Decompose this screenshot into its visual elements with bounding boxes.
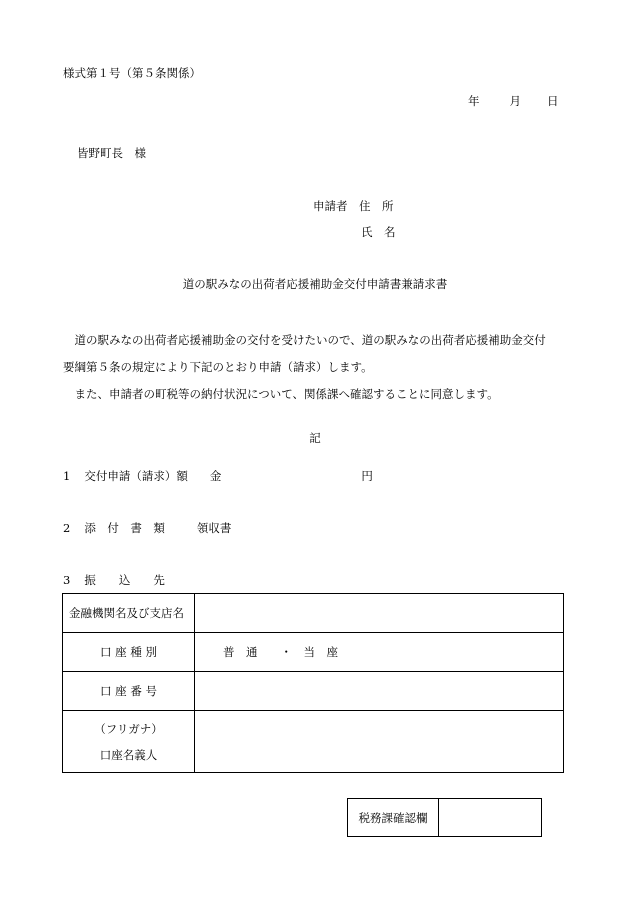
item-3-number: 3	[63, 573, 71, 587]
bank-name-label: 金融機関名及び支店名	[63, 594, 195, 633]
body-paragraph-2: また、申請者の町税等の納付状況について、関係課へ確認することに同意します。	[74, 387, 499, 401]
body-paragraph-1-line-1: 道の駅みなの出荷者応援補助金の交付を受けたいので、道の駅みなの出荷者応援補助金交付	[74, 333, 546, 347]
holder-label: 口座名義人	[99, 747, 158, 762]
table-row	[63, 594, 564, 633]
item-2-number: 2	[63, 521, 71, 535]
tax-confirmation-label: 税務課確認欄	[348, 799, 439, 837]
account-type-field[interactable]: 普 通 ・ 当 座	[195, 633, 564, 672]
table-row	[63, 672, 564, 711]
item-1-currency[interactable]: 金	[209, 469, 222, 483]
item-2-attachments	[63, 523, 231, 535]
item-3-label: 振 込 先	[84, 573, 165, 587]
date-day: 日	[547, 94, 559, 108]
table-row	[63, 711, 564, 773]
date-month: 月	[509, 94, 521, 108]
applicant-address-label: 申請者 住 所	[313, 199, 394, 213]
ki-heading: 記	[309, 431, 321, 445]
item-3-transfer-destination	[63, 575, 165, 587]
document-title: 道の駅みなの出荷者応援補助金交付申請書兼請求書	[182, 277, 448, 291]
body-paragraph-1-line-2: 要綱第５条の規定により下記のとおり申請（請求）します。	[63, 360, 373, 374]
account-number-field[interactable]	[195, 672, 564, 711]
date-year: 年	[468, 94, 480, 108]
account-holder-field[interactable]	[195, 711, 564, 773]
table-row	[348, 799, 542, 837]
addressee: 皆野町長 様	[77, 146, 146, 160]
date-line	[468, 96, 559, 108]
tax-confirmation-box	[347, 798, 542, 837]
account-type-label: 口 座 種 別	[63, 633, 195, 672]
table-row	[63, 633, 564, 672]
item-1-number: 1	[63, 469, 71, 483]
item-2-value: 領収書	[196, 521, 232, 535]
item-1-application-amount	[63, 471, 373, 483]
item-1-unit: 円	[361, 469, 373, 483]
bank-account-table	[62, 593, 564, 773]
bank-name-field[interactable]	[195, 594, 564, 633]
account-holder-label	[63, 711, 195, 773]
furigana-label: （フリガナ）	[94, 721, 163, 736]
item-1-label: 交付申請（請求）額	[84, 469, 188, 483]
account-number-label: 口 座 番 号	[63, 672, 195, 711]
item-2-label: 添 付 書 類	[84, 521, 165, 535]
applicant-name-label: 氏 名	[361, 225, 396, 239]
tax-confirmation-field[interactable]	[439, 799, 542, 837]
form-number: 様式第１号（第５条関係）	[63, 66, 201, 80]
body-text	[63, 327, 583, 408]
